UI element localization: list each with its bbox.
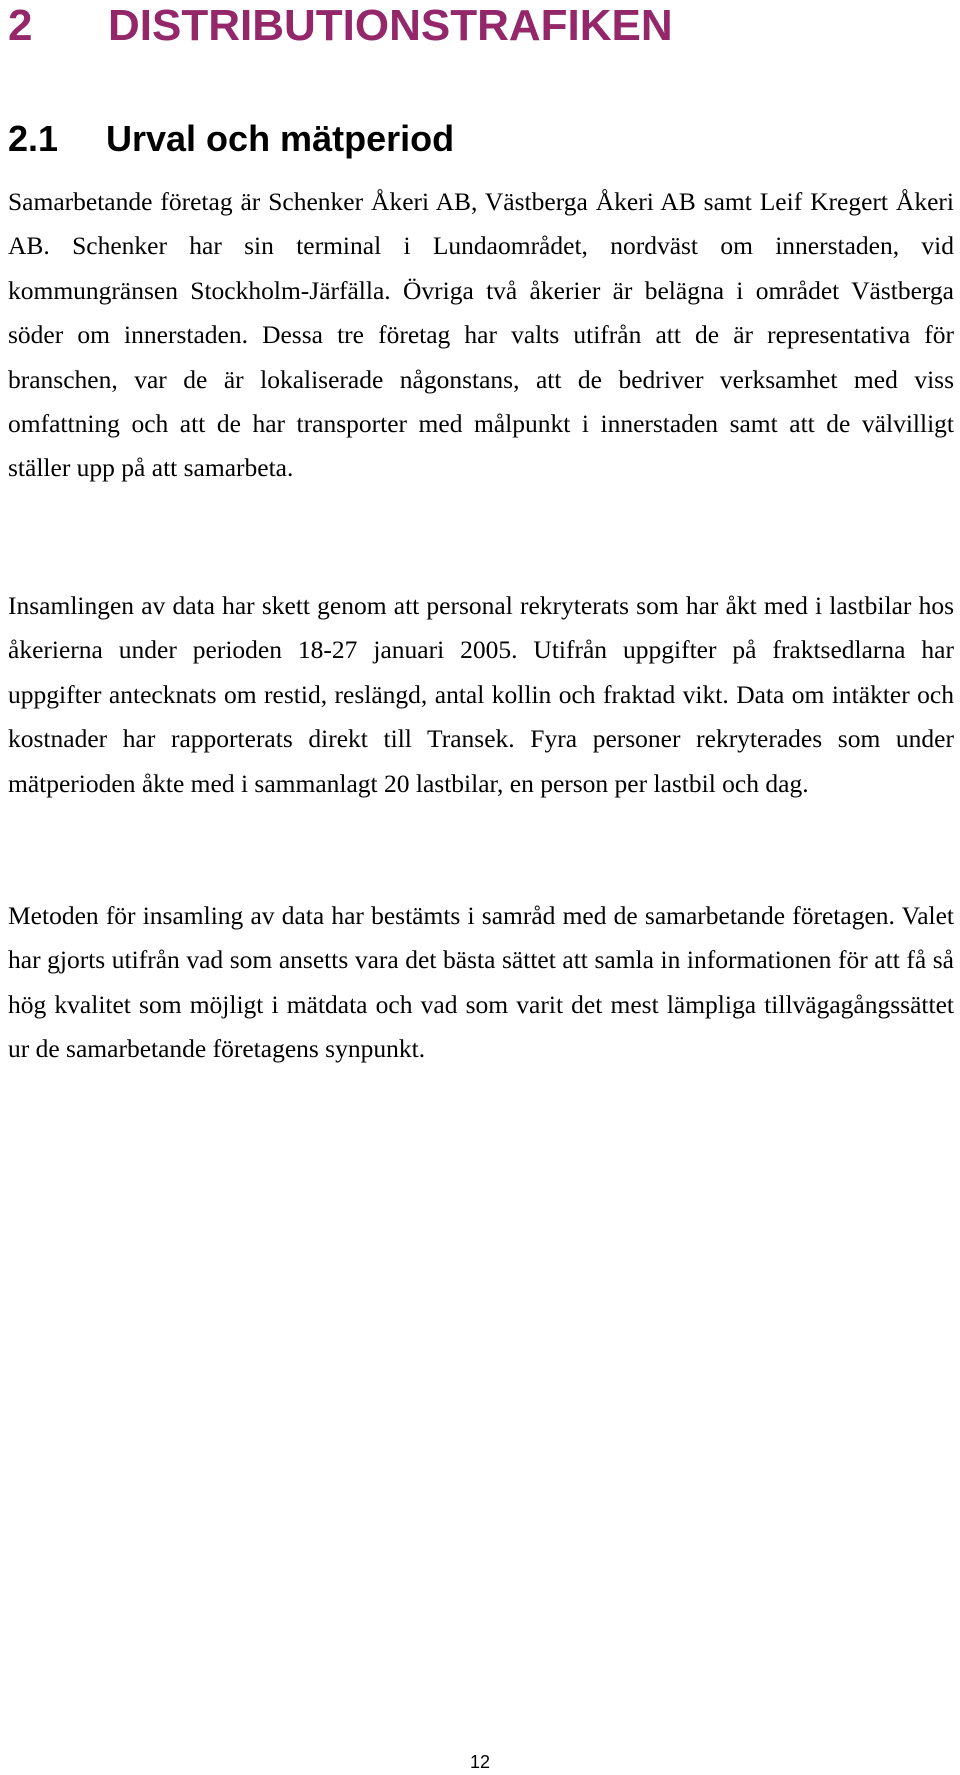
chapter-heading	[8, 2, 673, 50]
section-heading	[8, 118, 454, 160]
page-number: 12	[469, 1752, 491, 1772]
section-title: Urval och mätperiod	[106, 118, 455, 159]
section-number: 2.1	[8, 118, 59, 159]
chapter-number: 2	[8, 1, 33, 50]
chapter-title: DISTRIBUTIONSTRAFIKEN	[108, 1, 673, 50]
paragraph-participating-companies: Samarbetande företag är Schenker Åkeri AB, Västberga Åkeri AB samt Leif Kregert Åkeri AB. Schenker har sin terminal i Lundaområdet, nordväst om innerstaden, vid kommungränsen Stockholm-Järfälla. Övriga två åkerier är belägna i området Västberga söder om innerstaden. Dessa tre företag har valts utifrån att de är representativa för branschen, var de är lokaliserade någonstans, att de bedriver verksamhet med viss omfattning och att de har transporter med målpunkt i innerstaden samt att de välvilligt ställer upp på att samarbeta.	[8, 187, 954, 483]
paragraph-method: Metoden för insamling av data har bestämts i samråd med de samarbetande företagen. Valet har gjorts utifrån vad som ansetts vara det bästa sättet att samla in informationen för att få så hög kvalitet som möjligt i mätdata och vad som varit det mest lämpliga tillvägagångssättet ur de samarbetande företagens synpunkt.	[8, 901, 954, 1064]
paragraph-data-collection: Insamlingen av data har skett genom att personal rekryterats som har åkt med i lastbilar hos åkerierna under perioden 18-27 januari 2005. Utifrån uppgifter på fraktsedlarna har uppgifter antecknats om restid, reslängd, antal kollin och fraktad vikt. Data om intäkter och kostnader har rapporterats direkt till Transek. Fyra personer rekryterades som under mätperioden åkte med i sammanlagt 20 lastbilar, en person per lastbil och dag.	[8, 591, 954, 798]
